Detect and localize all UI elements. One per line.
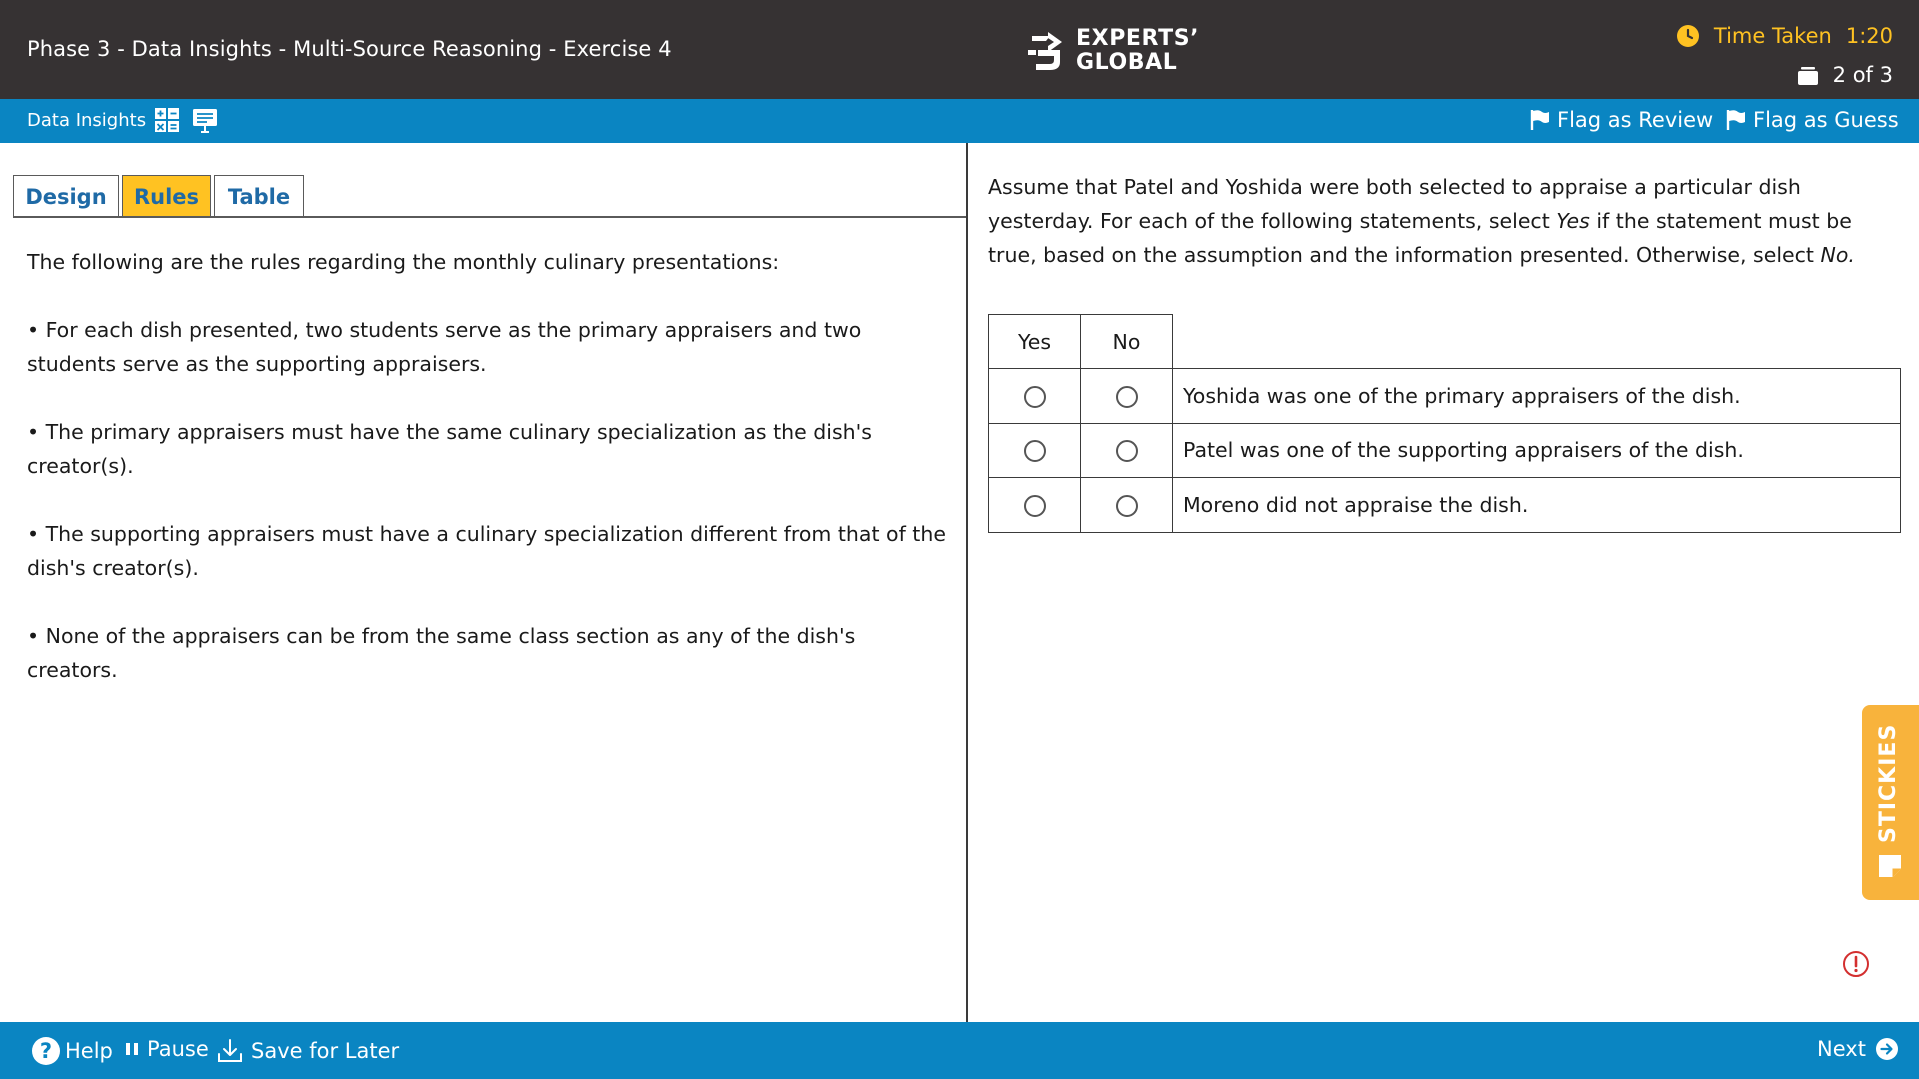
experts-global-logo-icon bbox=[1024, 28, 1068, 74]
flag-review-label: Flag as Review bbox=[1557, 108, 1714, 132]
tab-rules[interactable]: Rules bbox=[122, 175, 211, 217]
flag-as-review-button[interactable] bbox=[1530, 108, 1713, 132]
radio-yes-statement-1[interactable] bbox=[1024, 386, 1046, 408]
exercise-title: Phase 3 - Data Insights - Multi-Source Reasoning - Exercise 4 bbox=[27, 37, 672, 61]
timer bbox=[1676, 24, 1893, 48]
flag-as-guess-button[interactable] bbox=[1726, 108, 1899, 132]
clock-icon bbox=[1676, 24, 1700, 48]
help-button[interactable] bbox=[32, 1037, 113, 1065]
timer-label: Time Taken bbox=[1713, 24, 1832, 48]
rule-item: • For each dish presented, two students serve as the primary appraisers and two students serve as the supporting appraisers. bbox=[27, 318, 862, 376]
next-button[interactable] bbox=[1817, 1037, 1899, 1061]
table-row bbox=[989, 478, 1901, 533]
top-header bbox=[0, 0, 1919, 99]
rule-item: • None of the appraisers can be from the same class section as any of the dish's creators. bbox=[27, 624, 856, 682]
flag-icon bbox=[1726, 109, 1746, 131]
answer-table bbox=[988, 314, 1901, 533]
flag-icon bbox=[1530, 109, 1550, 131]
question-stem bbox=[988, 170, 1900, 272]
rule-item: • The supporting appraisers must have a culinary specialization different from that of the dish's creator(s). bbox=[27, 522, 946, 580]
stack-icon bbox=[1796, 64, 1820, 86]
stickies-tab[interactable] bbox=[1862, 705, 1919, 900]
radio-no-statement-2[interactable] bbox=[1116, 440, 1138, 462]
pause-button[interactable] bbox=[124, 1037, 209, 1061]
column-yes-header: Yes bbox=[989, 315, 1081, 369]
sticky-note-icon bbox=[1876, 852, 1904, 880]
next-label: Next bbox=[1817, 1037, 1866, 1061]
section-bar bbox=[0, 99, 1919, 143]
report-error-icon[interactable] bbox=[1842, 950, 1870, 978]
answer-table-header bbox=[989, 315, 1901, 369]
grid-calculator-icon[interactable] bbox=[154, 107, 180, 133]
rules-intro: The following are the rules regarding the monthly culinary presentations: bbox=[27, 250, 780, 274]
radio-yes-statement-2[interactable] bbox=[1024, 440, 1046, 462]
column-no-header: No bbox=[1081, 315, 1173, 369]
section-name: Data Insights bbox=[27, 110, 147, 131]
stickies-label: STICKIES bbox=[1876, 723, 1901, 843]
brand-logo bbox=[1024, 26, 1199, 76]
brand-line-1: EXPERTS’ bbox=[1076, 26, 1200, 51]
timer-value: 1:20 bbox=[1845, 24, 1893, 48]
table-row bbox=[989, 423, 1901, 478]
question-progress bbox=[1796, 63, 1893, 87]
question-text-part2: if the statement must be true, based on the assumption and the information presented. Otherwise, select bbox=[988, 209, 1852, 267]
radio-yes-statement-3[interactable] bbox=[1024, 495, 1046, 517]
brand-wordmark bbox=[1076, 27, 1199, 75]
progress-text: 2 of 3 bbox=[1832, 63, 1893, 87]
download-icon bbox=[216, 1037, 244, 1065]
save-for-later-button[interactable] bbox=[216, 1037, 399, 1065]
question-text-part1: Assume that Patel and Yoshida were both selected to appraise a particular dish yesterday. For each of the following statements, select bbox=[988, 175, 1801, 233]
statement-text: Yoshida was one of the primary appraisers of the dish. bbox=[1173, 369, 1901, 424]
question-no-word: No. bbox=[1820, 243, 1855, 267]
bottom-toolbar bbox=[0, 1022, 1919, 1079]
pane-divider[interactable] bbox=[966, 143, 968, 1022]
help-label: Help bbox=[65, 1039, 113, 1063]
question-mark-icon: ? bbox=[32, 1037, 60, 1065]
brand-line-2: GLOBAL bbox=[1076, 50, 1178, 75]
radio-no-statement-1[interactable] bbox=[1116, 386, 1138, 408]
arrow-right-circle-icon bbox=[1875, 1037, 1899, 1061]
source-tabs bbox=[13, 175, 307, 217]
rule-item: • The primary appraisers must have the same culinary specialization as the dish's creator(s). bbox=[27, 420, 872, 478]
pause-icon bbox=[124, 1041, 140, 1057]
tab-design[interactable]: Design bbox=[13, 175, 119, 217]
tab-table[interactable]: Table bbox=[214, 175, 304, 217]
whiteboard-icon[interactable] bbox=[192, 107, 218, 134]
save-label: Save for Later bbox=[251, 1039, 400, 1063]
statement-text: Moreno did not appraise the dish. bbox=[1173, 478, 1901, 533]
flag-guess-label: Flag as Guess bbox=[1753, 108, 1899, 132]
question-yes-word: Yes bbox=[1556, 209, 1590, 233]
rules-content bbox=[27, 245, 947, 721]
header-spacer bbox=[1173, 315, 1901, 369]
statement-text: Patel was one of the supporting appraisers of the dish. bbox=[1173, 423, 1901, 478]
tab-underline bbox=[13, 216, 966, 218]
pause-label: Pause bbox=[147, 1037, 209, 1061]
table-row bbox=[989, 369, 1901, 424]
radio-no-statement-3[interactable] bbox=[1116, 495, 1138, 517]
